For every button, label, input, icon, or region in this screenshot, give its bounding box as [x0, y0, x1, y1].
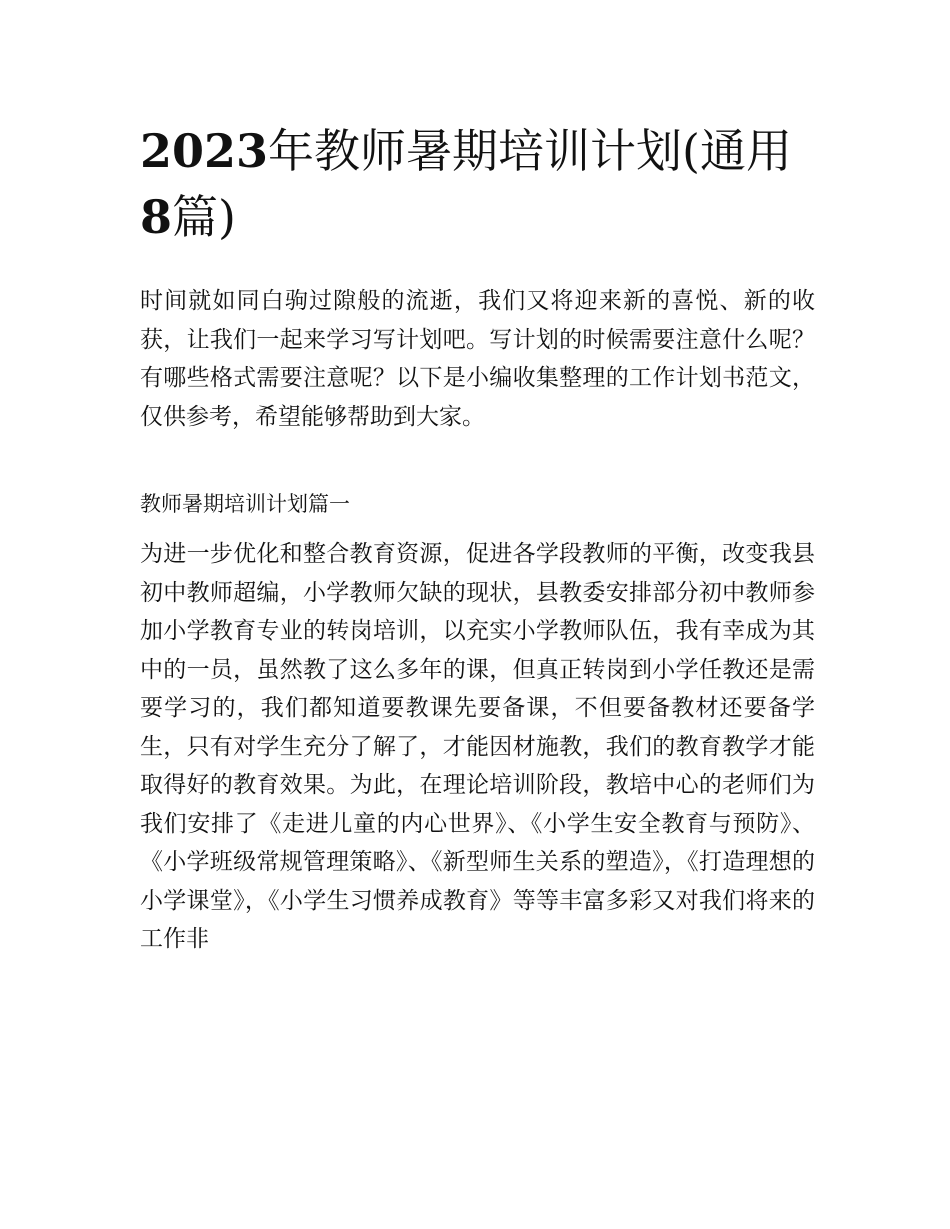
document-title	[140, 118, 815, 250]
section-body-paragraph: 为进一步优化和整合教育资源，促进各学段教师的平衡，改变我县初中教师超编，小学教师欠缺的现状，县教委安排部分初中教师参加小学教育专业的转岗培训，以充实小学教师队伍，我有幸成为其中的一员，虽然教了这么多年的课，但真正转岗到小学任教还是需要学习的，我们都知道要教课先要备课，不但要备教材还要备学生，只有对学生充分了解了，才能因材施教，我们的教育教学才能取得好的教育效果。为此，在理论培训阶段，教培中心的老师们为我们安排了《走进儿童的内心世界》、《小学生安全教育与预防》、《小学班级常规管理策略》、《新型师生关系的塑造》，《打造理想的小学课堂》，《小学生习惯养成教育》等等丰富多彩又对我们将来的工作非	[140, 541, 815, 952]
section-heading: 教师暑期培训计划篇一	[140, 492, 350, 516]
title-count: 8	[140, 190, 173, 244]
title-text-end: 篇)	[172, 190, 236, 244]
title-text-main: 年教师暑期培训计划(通用	[268, 124, 792, 178]
intro-paragraph: 时间就如同白驹过隙般的流逝，我们又将迎来新的喜悦、新的收获，让我们一起来学习写计划吧。写计划的时候需要注意什么呢？有哪些格式需要注意呢？以下是小编收集整理的工作计划书范文，仅供参考，希望能够帮助到大家。	[140, 288, 815, 430]
title-year: 2023	[140, 124, 269, 178]
